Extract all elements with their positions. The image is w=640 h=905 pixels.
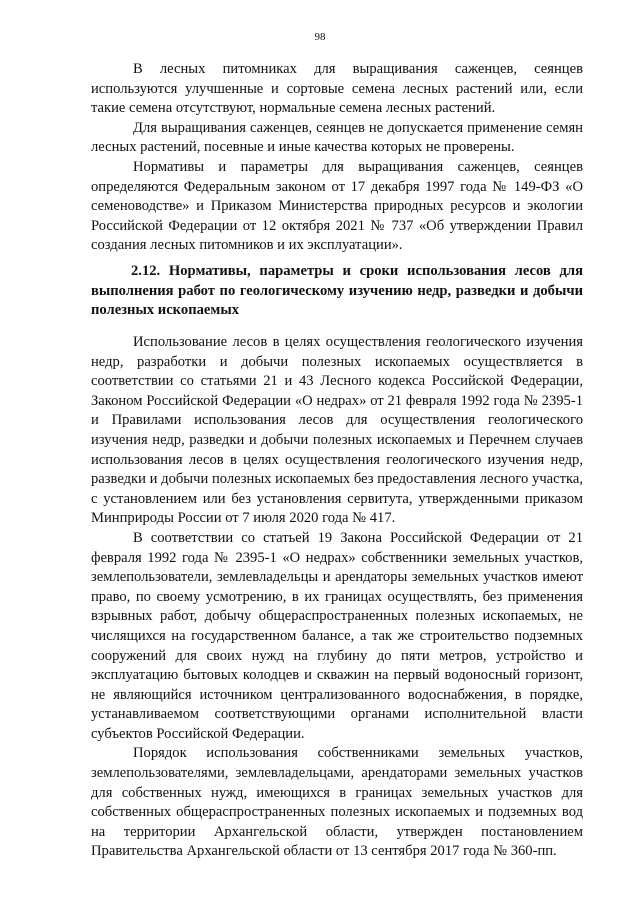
section-heading: 2.12. Нормативы, параметры и сроки использования лесов для выполнения работ по геологическому изучению недр, разведки и добычи полезных ископаемых: [91, 263, 583, 319]
section-paragraph-1: Использование лесов в целях осуществления геологического изучения недр, разработки и добычи полезных ископаемых осуществляется в соответствии со статьями 21 и 43 Лесного кодекса Российской Федерации, Законом Российской Федерации «О недрах» от 21 февраля 1992 года № 2395-1 и Правилами использования лесов для осуществления геологического изучения недр, разведки и добычи полезных ископаемых и Перечнем случаев использования лесов в целях осуществления геологического изучения недр, разведки и добычи полезных ископаемых без предоставления лесного участка, с установлением или без установления сервитута, утвержденными приказом Минприроды России от 7 июля 2020 года № 417.: [91, 334, 583, 527]
intro-paragraph-3: Нормативы и параметры для выращивания саженцев, сеянцев определяются Федеральным законом от 17 декабря 1997 года № 149-ФЗ «О семеноводстве» и Приказом Министерства природных ресурсов и экологии Российской Федерации от 12 октября 2021 № 737 «Об утверждении Правил создания лесных питомников и их эксплуатации».: [91, 158, 583, 254]
section-heading-block: [91, 262, 583, 321]
section-paragraph-2: В соответствии со статьей 19 Закона Российской Федерации от 21 февраля 1992 года № 2395-1 «О недрах» собственники земельных участков, землепользователи, землевладельцы и арендаторы земельных участков имеют право, по своему усмотрению, в их границах осуществлять, без применения взрывных работ, добычу общераспространенных полезных ископаемых, не числящихся на государственном балансе, а так же строительство подземных сооружений для своих нужд на глубину до пяти метров, устройство и эксплуатацию бытовых колодцев и скважин на первый водоносный горизонт, не являющийся источником централизованного водоснабжения, в порядке, устанавливаемом соответствующими органами исполнительной власти субъектов Российской Федерации.: [91, 529, 583, 742]
section-paragraph-3: Порядок использования собственниками земельных участков, землепользователями, землевладельцами, арендаторами земельных участков для собственных нужд, имеющихся в границах земельных участков для собственных общераспространенных полезных ископаемых и подземных вод на территории Архангельской области, утвержден постановлением Правительства Архангельской области от 13 сентября 2017 года № 360-пп.: [91, 745, 583, 860]
page-number: 98: [314, 31, 326, 43]
section-text-block: [91, 333, 583, 862]
intro-paragraph-1: В лесных питомниках для выращивания саженцев, сеянцев используются улучшенные и сортовые семена лесных растений или, если такие семена отсутствуют, нормальные семена лесных растений.: [91, 61, 583, 117]
intro-paragraph-2: Для выращивания саженцев, сеянцев не допускается применение семян лесных растений, посевные и иные качества которых не проверены.: [91, 119, 583, 156]
intro-text-block: [91, 60, 583, 256]
